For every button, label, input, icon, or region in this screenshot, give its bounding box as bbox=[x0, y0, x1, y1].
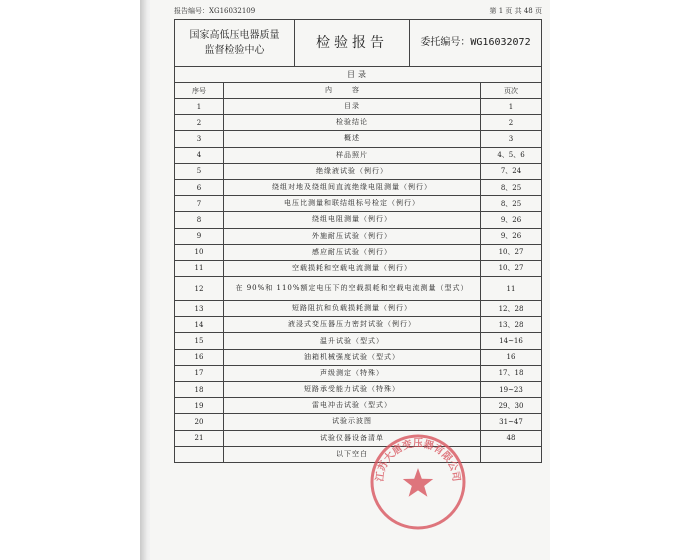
row-number: 2 bbox=[175, 115, 224, 130]
table-row bbox=[175, 245, 541, 261]
table-row bbox=[175, 164, 541, 180]
toc-table bbox=[174, 67, 542, 463]
row-content: 温升试验（型式） bbox=[224, 333, 481, 348]
row-content: 绕组对地及绕组间直流绝缘电阻测量（例行） bbox=[224, 180, 481, 195]
row-page: 2 bbox=[508, 118, 514, 127]
toc-title: 目录 bbox=[175, 67, 541, 83]
row-content: 样品照片 bbox=[224, 148, 481, 163]
row-page: 31~47 bbox=[499, 417, 523, 426]
row-number: 7 bbox=[175, 196, 224, 211]
row-number: 17 bbox=[175, 366, 224, 381]
row-page: 10、27 bbox=[498, 248, 524, 257]
row-content: 短路承受能力试验（特殊） bbox=[224, 382, 481, 397]
row-number: 5 bbox=[175, 164, 224, 179]
row-number: 12 bbox=[175, 277, 224, 300]
row-number: 13 bbox=[175, 301, 224, 316]
row-content: 目录 bbox=[224, 99, 481, 114]
table-row bbox=[175, 366, 541, 382]
row-number: 20 bbox=[175, 414, 224, 429]
row-content: 空载损耗和空载电流测量（例行） bbox=[224, 261, 481, 276]
row-content: 声级测定（特殊） bbox=[224, 366, 481, 381]
row-page: 9、26 bbox=[500, 232, 522, 241]
row-page: 9、26 bbox=[500, 215, 522, 224]
col-header-page: 页次 bbox=[504, 86, 518, 95]
row-number: 9 bbox=[175, 229, 224, 244]
entrust-number bbox=[410, 20, 541, 66]
row-content: 短路阻抗和负载损耗测量（例行） bbox=[224, 301, 481, 316]
organization-line-1: 国家高低压电器质量 bbox=[189, 30, 280, 41]
row-page: 8、25 bbox=[500, 183, 522, 192]
row-page: 19~23 bbox=[499, 385, 523, 394]
row-page: 1 bbox=[508, 102, 514, 111]
company-seal bbox=[368, 432, 468, 532]
seal-text: 江苏大唐变压器有限公司 bbox=[374, 438, 462, 483]
table-row bbox=[175, 229, 541, 245]
row-number: 10 bbox=[175, 245, 224, 260]
toc-header-row bbox=[175, 83, 541, 99]
table-row bbox=[175, 431, 541, 447]
table-row bbox=[175, 115, 541, 131]
row-content: 液浸式变压器压力密封试验（例行） bbox=[224, 317, 481, 332]
row-page: 11 bbox=[506, 284, 516, 293]
row-number: 1 bbox=[175, 99, 224, 114]
col-header-no: 序号 bbox=[175, 83, 224, 98]
row-content: 试验仪器设备清单 bbox=[224, 431, 481, 446]
row-page: 29、30 bbox=[498, 401, 524, 410]
row-number bbox=[175, 447, 224, 462]
report-number-label: 报告编号： bbox=[174, 7, 209, 15]
row-content: 绝缘液试验（例行） bbox=[224, 164, 481, 179]
table-row bbox=[175, 301, 541, 317]
row-content: 试验示波图 bbox=[224, 414, 481, 429]
row-number: 18 bbox=[175, 382, 224, 397]
row-content: 感应耐压试验（例行） bbox=[224, 245, 481, 260]
header-table bbox=[174, 19, 542, 67]
row-page: 7、24 bbox=[500, 167, 522, 176]
table-row bbox=[175, 277, 541, 301]
organization-cell bbox=[175, 20, 295, 66]
table-row bbox=[175, 212, 541, 228]
row-number: 15 bbox=[175, 333, 224, 348]
row-page: 12、28 bbox=[498, 304, 524, 313]
report-number-value: XG16032109 bbox=[209, 7, 256, 15]
row-content: 电压比测量和联结组标号检定（例行） bbox=[224, 196, 481, 211]
row-number: 14 bbox=[175, 317, 224, 332]
row-number: 11 bbox=[175, 261, 224, 276]
row-content: 绕组电阻测量（例行） bbox=[224, 212, 481, 227]
table-row bbox=[175, 382, 541, 398]
table-row bbox=[175, 261, 541, 277]
row-content: 外施耐压试验（例行） bbox=[224, 229, 481, 244]
row-number: 6 bbox=[175, 180, 224, 195]
table-row bbox=[175, 414, 541, 430]
row-content: 检验结论 bbox=[224, 115, 481, 130]
row-content: 在 90%和 110%额定电压下的空载损耗和空载电流测量（型式） bbox=[224, 277, 481, 300]
row-page: 17、18 bbox=[498, 369, 524, 378]
col-header-content: 内容 bbox=[224, 83, 481, 98]
row-page: 10、27 bbox=[498, 264, 524, 273]
report-page bbox=[150, 0, 550, 560]
row-content: 雷电冲击试验（型式） bbox=[224, 398, 481, 413]
row-page: 48 bbox=[506, 434, 516, 443]
entrust-number-value: WG16032072 bbox=[470, 37, 531, 48]
row-page: 14~16 bbox=[499, 337, 523, 346]
row-number: 21 bbox=[175, 431, 224, 446]
table-row bbox=[175, 99, 541, 115]
table-row bbox=[175, 317, 541, 333]
report-number bbox=[174, 6, 255, 16]
organization-line-2: 监督检验中心 bbox=[204, 45, 265, 56]
row-page: 4、5、6 bbox=[497, 151, 525, 160]
row-page: 13、28 bbox=[498, 320, 524, 329]
page-top-line bbox=[174, 6, 542, 18]
toc-rows bbox=[175, 99, 541, 463]
row-number: 3 bbox=[175, 131, 224, 146]
page-info: 第 1 页 共 48 页 bbox=[489, 7, 542, 15]
row-number: 16 bbox=[175, 350, 224, 365]
table-row bbox=[175, 148, 541, 164]
row-content: 油箱机械强度试验（型式） bbox=[224, 350, 481, 365]
row-content: 以下空白 bbox=[224, 447, 481, 462]
table-row bbox=[175, 180, 541, 196]
entrust-number-label: 委托编号： bbox=[420, 37, 471, 48]
row-page: 3 bbox=[508, 134, 514, 143]
report-title: 检验报告 bbox=[295, 20, 410, 66]
row-number: 4 bbox=[175, 148, 224, 163]
row-content: 概述 bbox=[224, 131, 481, 146]
row-page: 16 bbox=[506, 353, 516, 362]
table-row bbox=[175, 398, 541, 414]
table-row bbox=[175, 196, 541, 212]
row-page bbox=[481, 447, 541, 462]
table-row bbox=[175, 350, 541, 366]
table-row bbox=[175, 447, 541, 463]
row-page: 8、25 bbox=[500, 199, 522, 208]
table-row bbox=[175, 131, 541, 147]
seal-star-icon bbox=[403, 468, 433, 497]
row-number: 8 bbox=[175, 212, 224, 227]
table-row bbox=[175, 333, 541, 349]
row-number: 19 bbox=[175, 398, 224, 413]
